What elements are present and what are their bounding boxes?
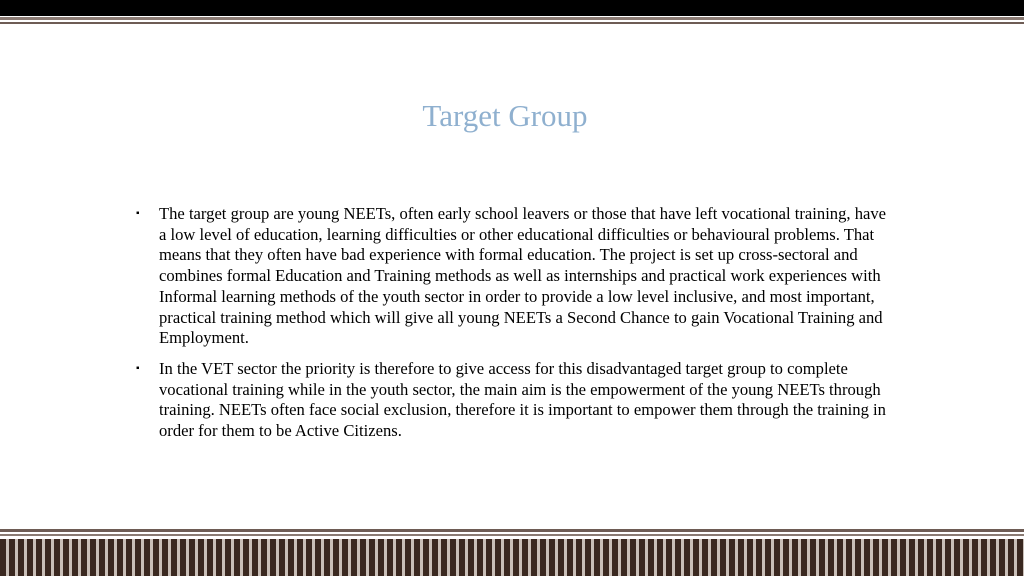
bullet-item-target-group	[136, 204, 888, 349]
bottom-striped-border	[0, 539, 1024, 576]
bottom-rule-lower	[0, 534, 1024, 536]
slide-title: Target Group	[422, 98, 588, 133]
bottom-rule-upper	[0, 529, 1024, 532]
top-border-bar	[0, 0, 1024, 16]
bullet-text-target-group: The target group are young NEETs, often early school leavers or those that have left vocational training, have a low level of education, learning difficulties or other educational difficulties or behavioural problems. That means that they often have bad experience with formal education. The project is set up cross-sectoral and combines formal Education and Training methods as well as internships and practical work experiences with Informal learning methods of the youth sector in order to provide a low level inclusive, and most important, practical training method which will give all young NEETs a Second Chance to gain Vocational Training and Employment.	[159, 204, 887, 348]
top-rule-lower	[0, 22, 1024, 24]
bullet-list	[136, 204, 888, 452]
square-bullet-icon: ▪	[136, 208, 140, 219]
bullet-item-vet-sector	[136, 359, 888, 442]
bullet-text-vet-sector: In the VET sector the priority is therefore to give access for this disadvantaged target group to complete vocational training while in the youth sector, the main aim is the empowerment of the young NEETs through training. NEETs often face social exclusion, therefore it is important to empower them through the training in order for them to be Active Citizens.	[159, 358, 886, 441]
top-rule-upper	[0, 17, 1024, 20]
square-bullet-icon: ▪	[136, 362, 140, 374]
